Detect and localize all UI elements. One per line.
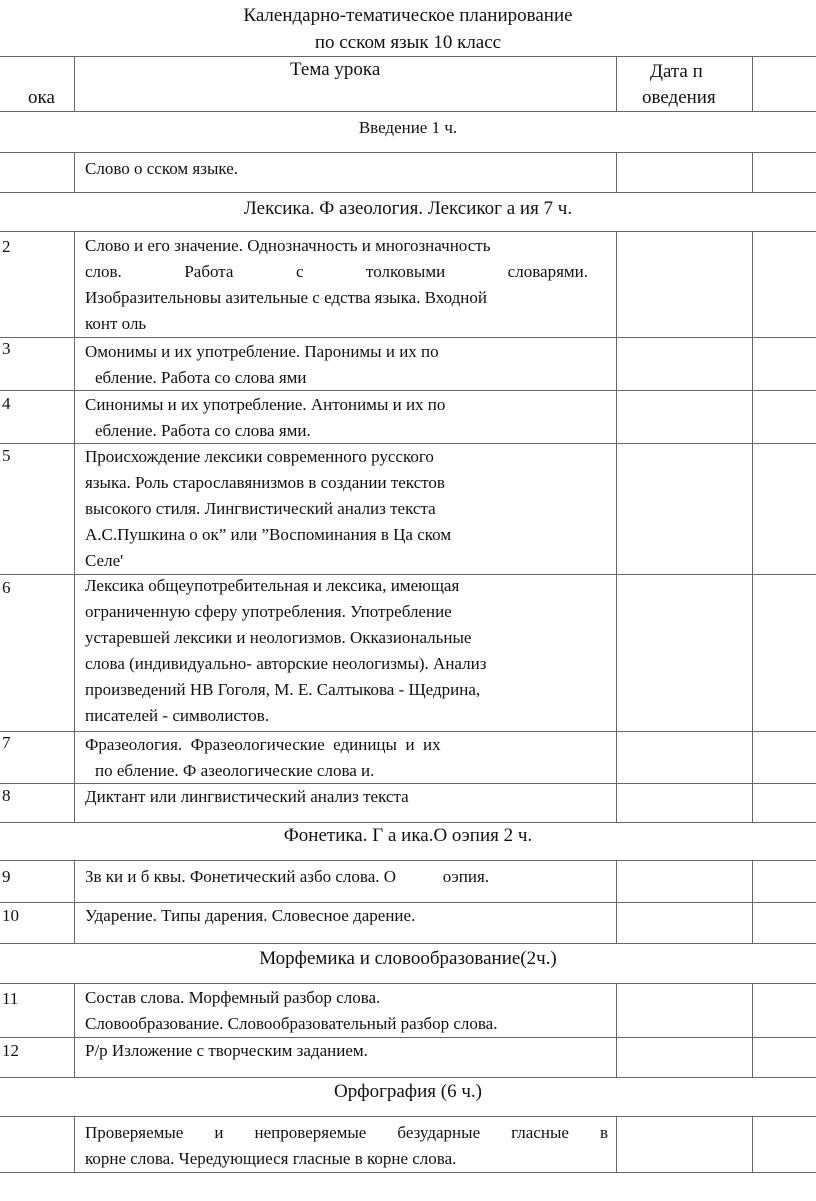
table-top-border	[0, 56, 816, 57]
table-row: Состав слова. Морфемный разбор слова. Словообразование. Словообразовательный разбор слова.	[85, 988, 498, 1033]
document-title: Календарно-тематическое планирование	[243, 5, 573, 26]
row-number: 3	[2, 339, 11, 358]
table-row: Диктант или лингвистический анализ текста	[85, 787, 409, 806]
section-heading: Введение 1 ч.	[358, 118, 458, 137]
table-row: Фразеология. Фразеологические единицы и их по ебление. Ф азеологические слова и.	[85, 735, 441, 780]
row-number: 12	[2, 1041, 19, 1060]
table-row: Синонимы и их употребление. Антонимы и их по ебление. Работа со слова ями.	[85, 395, 446, 440]
section-heading: Лексика. Ф азеология. Лексиког а ия 7 ч.	[243, 198, 573, 219]
header-topic: Тема урока	[290, 59, 381, 80]
header-number: ока	[28, 87, 55, 108]
section-heading: Фонетика. Г а ика.О оэпия 2 ч.	[283, 825, 533, 846]
row-number: 10	[2, 906, 19, 925]
header-date-line1: Дата п	[650, 61, 703, 82]
table-row: Слово о сском языке.	[85, 159, 238, 178]
row-number: 5	[2, 446, 11, 465]
table-row: Ударение. Типы дарения. Словесное дарение.	[85, 906, 416, 925]
row-number: 4	[2, 394, 11, 413]
row-number: 6	[2, 578, 11, 597]
document-subtitle: по сском язык 10 класс	[314, 32, 502, 53]
table-row: Омонимы и их употребление. Паронимы и их по ебление. Работа со слова ями	[85, 342, 439, 387]
table-row: Лексика общеупотребительная и лексика, имеющая ограниченную сферу употребления. Употребление устаревшей лексики и неологизмов. Окказиональные слова (индивидуально- авторские неологизмы). Анализ произведений НВ Гоголя, М. Е. Салтыкова - Щедрина, писателей - символистов.	[85, 576, 487, 725]
table-row: Р/р Изложение с творческим заданием.	[85, 1041, 368, 1060]
row-number: 11	[2, 989, 19, 1008]
section-heading: Морфемика и словообразование(2ч.)	[259, 948, 557, 969]
section-heading: Орфография (6 ч.)	[334, 1081, 482, 1102]
table-row: Проверяемые и непроверяемые безударные гласные в корне слова. Чередующиеся гласные в корне слова.	[85, 1123, 608, 1168]
table-row: Зв ки и б квы. Фонетический азбо слова. О оэпия.	[85, 867, 490, 886]
table-row: Слово и его значение. Однозначность и многозначность слов. Работа с толковыми словарями. Изобразительновы азительные с едства языка. Входной конт оль	[85, 236, 588, 333]
row-number: 7	[2, 733, 11, 752]
row-number: 9	[2, 867, 11, 886]
row-number: 8	[2, 786, 11, 805]
header-date-line2: оведения	[642, 87, 716, 108]
table-row: Происхождение лексики современного русского языка. Роль старославянизмов в создании текстов высокого стиля. Лингвистический анализ текста А.С.Пушкина о ок” или ”Воспоминания в Ца ском Селе'	[85, 447, 452, 570]
row-number: 2	[2, 237, 11, 256]
